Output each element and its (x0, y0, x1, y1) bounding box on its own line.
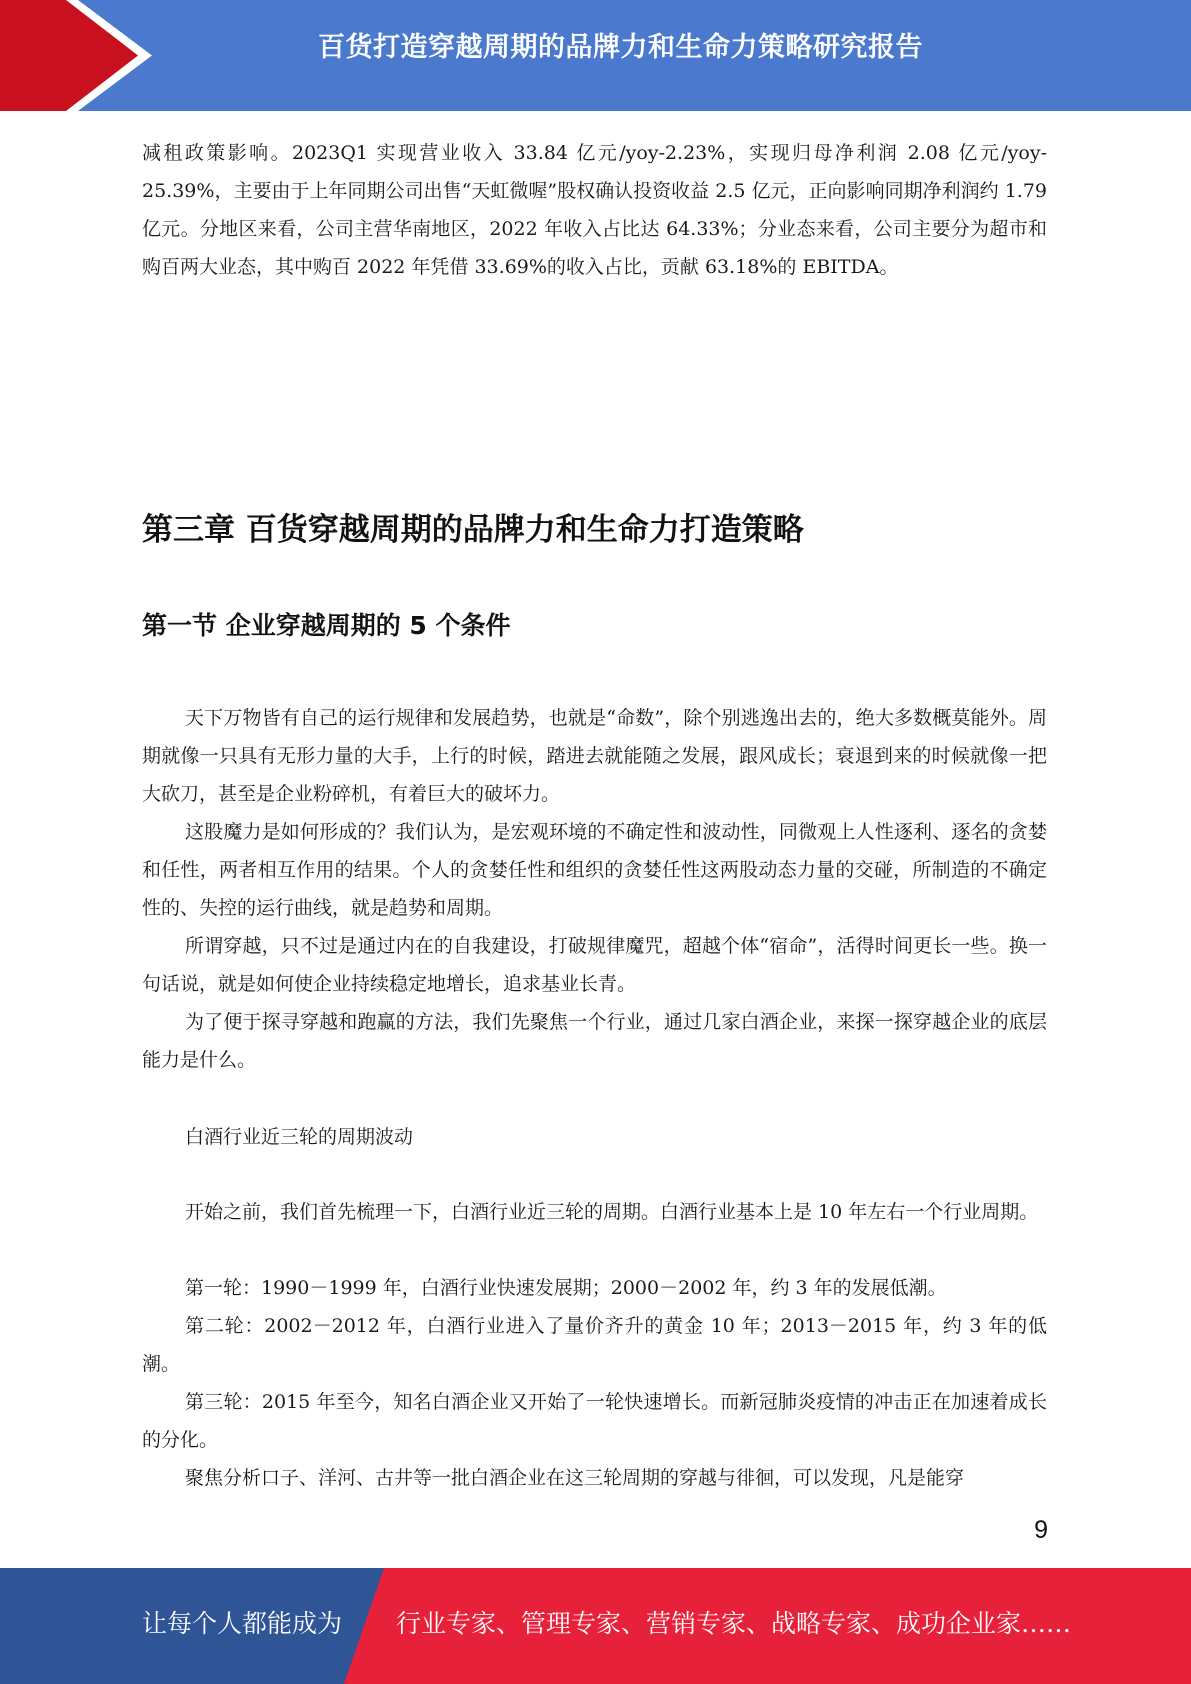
body-paragraph: 开始之前，我们首先梳理一下，白酒行业近三轮的周期。白酒行业基本上是 10 年左右一个行业周期。 (185, 1201, 1039, 1223)
page-number: 9 (1034, 1516, 1048, 1544)
section-title: 第一节 企业穿越周期的 5 个条件 (142, 611, 511, 640)
body-paragraph: 为了便于探寻穿越和跑赢的方法，我们先聚焦一个行业，通过几家白酒企业，来探一探穿越企业的底层能力是什么。 (142, 1011, 1047, 1071)
footer-slogan-left: 让每个人都能成为 (142, 1609, 343, 1638)
body-paragraph: 天下万物皆有自己的运行规律和发展趋势，也就是“命数”，除个别逃逸出去的，绝大多数概莫能外。周期就像一只具有无形力量的大手，上行的时候，踏进去就能随之发展，跟风成长；衰退到来的时候就像一把大砍刀，甚至是企业粉碎机，有着巨大的破坏力。 (142, 707, 1047, 805)
subsection-label: 白酒行业近三轮的周期波动 (185, 1126, 414, 1148)
body-paragraph: 这股魔力是如何形成的？我们认为，是宏观环境的不确定性和波动性，同微观上人性逐利、逐名的贪婪和任性，两者相互作用的结果。个人的贪婪任性和组织的贪婪任性这两股动态力量的交碰，所制造的不确定性的、失控的运行曲线，就是趋势和周期。 (142, 821, 1047, 919)
body-paragraph: 第三轮：2015 年至今，知名白酒企业又开始了一轮快速增长。而新冠肺炎疫情的冲击正在加速着成长的分化。 (142, 1391, 1047, 1451)
body-paragraph: 聚焦分析口子、洋河、古井等一批白酒企业在这三轮周期的穿越与徘徊，可以发现，凡是能穿 (185, 1467, 965, 1489)
body-paragraph: 第二轮：2002－2012 年，白酒行业进入了量价齐升的黄金 10 年；2013－2015 年，约 3 年的低潮。 (142, 1315, 1047, 1375)
body-paragraph: 所谓穿越，只不过是通过内在的自我建设，打破规律魔咒，超越个体“宿命”，活得时间更长一些。换一句话说，就是如何使企业持续稳定地增长，追求基业长青。 (142, 935, 1047, 995)
chapter-title: 第三章 百货穿越周期的品牌力和生命力打造策略 (142, 512, 804, 548)
page-header (0, 0, 1191, 111)
footer-slogan-right: 行业专家、管理专家、营销专家、战略专家、成功企业家…… (396, 1609, 1072, 1638)
intro-paragraph: 减租政策影响。2023Q1 实现营业收入 33.84 亿元/yoy-2.23%，实现归母净利润 2.08 亿元/yoy-25.39%，主要由于上年同期公司出售“天虹微喔”股权确认投资收益 2.5 亿元，正向影响同期净利润约 1.79 亿元。分地区来看，公司主营华南地区，2022 年收入占比达 64.33%；分业态来看，公司主要分为超市和购百两大业态，其中购百 2022 年凭借 33.69%的收入占比，贡献 63.18%的 EBITDA。 (142, 142, 1047, 278)
body-paragraph: 第一轮：1990－1999 年，白酒行业快速发展期；2000－2002 年，约 3 年的发展低潮。 (185, 1277, 947, 1299)
page-footer (0, 1568, 1191, 1684)
header-title: 百货打造穿越周期的品牌力和生命力策略研究报告 (318, 32, 923, 63)
